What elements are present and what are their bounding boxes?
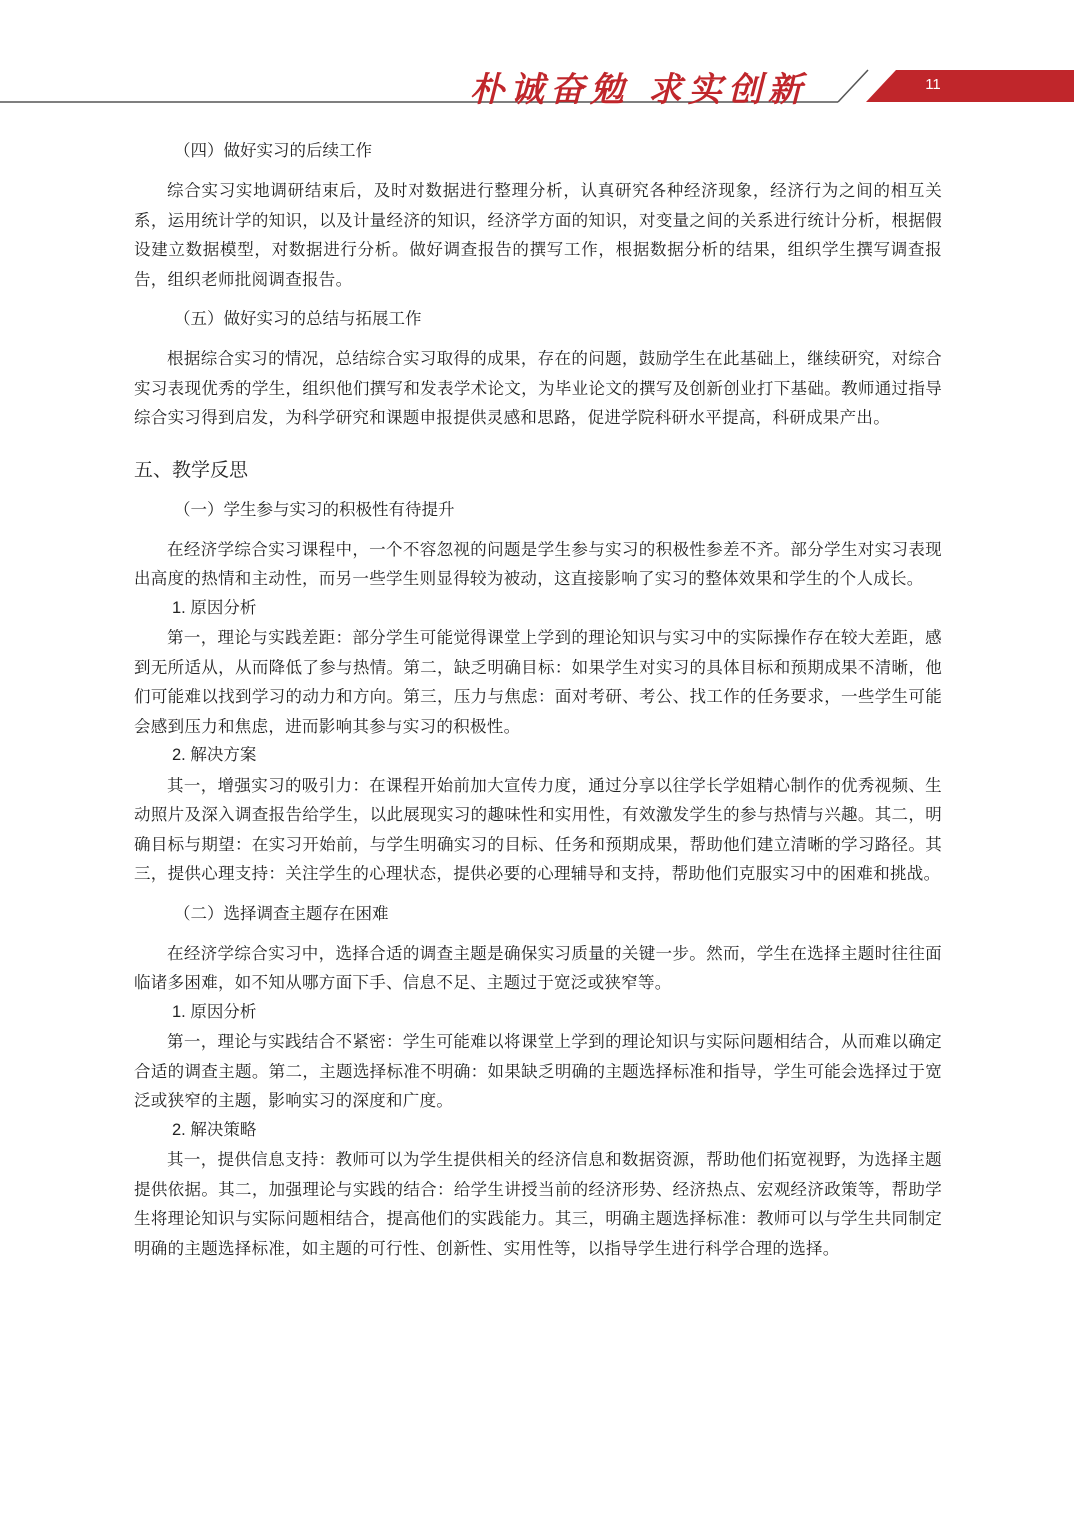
section-heading-4: （四）做好实习的后续工作 bbox=[174, 142, 372, 160]
page-number: 11 bbox=[925, 76, 941, 93]
paragraph: 根据综合实习的情况，总结综合实习取得的成果，存在的问题，鼓励学生在此基础上，继续研究，对综合实习表现优秀的学生，组织他们撰写和发表学术论文，为毕业论文的撰写及创新创业打下基础。教师通过指导综合实习得到启发，为科学研究和课题申报提供灵感和思路，促进学院科研水平提高，科研成果产出。 bbox=[134, 349, 942, 427]
paragraph: 在经济学综合实习中，选择合适的调查主题是确保实习质量的关键一步。然而，学生在选择主题时往往面临诸多困难，如不知从哪方面下手、信息不足、主题过于宽泛或狭窄等。 bbox=[134, 943, 942, 992]
page-header bbox=[0, 0, 1074, 110]
page-body bbox=[134, 136, 942, 1263]
paragraph: 其一，增强实习的吸引力：在课程开始前加大宣传力度，通过分享以往学长学姐精心制作的优秀视频、生动照片及深入调查报告给学生，以此展现实习的趣味性和实用性，有效激发学生的参与热情与兴趣。其二，明确目标与期望：在实习开始前，与学生明确实习的目标、任务和预期成果，帮助他们建立清晰的学习路径。其三，提供心理支持：关注学生的心理状态，提供必要的心理辅导和支持，帮助他们克服实习中的困难和挑战。 bbox=[134, 775, 942, 883]
paragraph: 第一，理论与实践差距：部分学生可能觉得课堂上学到的理论知识与实习中的实际操作存在较大差距，感到无所适从，从而降低了参与热情。第二，缺乏明确目标：如果学生对实习的具体目标和预期成果不清晰，他们可能难以找到学习的动力和方向。第三，压力与焦虑：面对考研、考公、找工作的任务要求，一些学生可能会感到压力和焦虑，进而影响其参与实习的积极性。 bbox=[134, 628, 942, 736]
section-heading-5: （五）做好实习的总结与拓展工作 bbox=[174, 310, 422, 328]
chapter-heading: 五、教学反思 bbox=[134, 459, 249, 481]
subsection-heading-2: （二）选择调查主题存在困难 bbox=[174, 904, 389, 923]
paragraph: 其一，提供信息支持：教师可以为学生提供相关的经济信息和数据资源，帮助他们拓宽视野，为选择主题提供依据。其二，加强理论与实践的结合：给学生讲授当前的经济形势、经济热点、宏观经济政策等，帮助学生将理论知识与实际问题相结合，提高他们的实践能力。其三，明确主题选择标准：教师可以与学生共同制定明确的主题选择标准，如主题的可行性、创新性、实用性等，以指导学生进行科学合理的选择。 bbox=[134, 1150, 942, 1258]
paragraph: 综合实习实地调研结束后，及时对数据进行整理分析，认真研究各种经济现象，经济行为之间的相互关系，运用统计学的知识，以及计量经济的知识，经济学方面的知识，对变量之间的关系进行统计分析，根据假设建立数据模型，对数据进行分析。做好调查报告的撰写工作，根据数据分析的结果，组织学生撰写调查报告，组织老师批阅调查报告。 bbox=[134, 181, 942, 289]
list-label: 2. 解决方案 bbox=[172, 746, 257, 764]
page-number-tab bbox=[866, 70, 1074, 102]
list-label: 1. 原因分析 bbox=[172, 598, 257, 617]
paragraph: 第一，理论与实践结合不紧密：学生可能难以将课堂上学到的理论知识与实际问题相结合，从而难以确定合适的调查主题。第二，主题选择标准不明确：如果缺乏明确的主题选择标准和指导，学生可能会选择过于宽泛或狭窄的主题，影响实习的深度和广度。 bbox=[134, 1032, 942, 1110]
paragraph: 在经济学综合实习课程中，一个不容忽视的问题是学生参与实习的积极性参差不齐。部分学生对实习表现出高度的热情和主动性，而另一些学生则显得较为被动，这直接影响了实习的整体效果和学生的个人成长。 bbox=[134, 539, 942, 588]
list-label: 1. 原因分析 bbox=[172, 1002, 257, 1021]
school-motto: 朴诚奋勉 求实创新 bbox=[470, 70, 808, 110]
list-label: 2. 解决策略 bbox=[172, 1120, 257, 1139]
subsection-heading-1: （一）学生参与实习的积极性有待提升 bbox=[174, 500, 455, 519]
